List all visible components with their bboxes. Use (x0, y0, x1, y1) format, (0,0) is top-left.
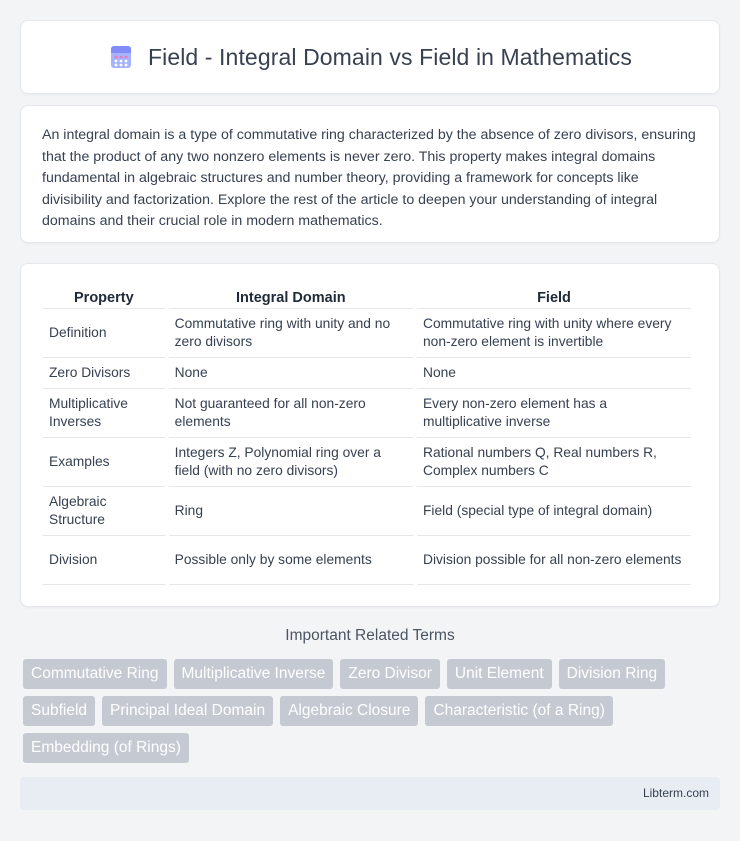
intro-text: An integral domain is a type of commutative ring characterized by the absence of zero divisors, ensuring that the product of any two nonzero elements is never zero. This property makes integral domains fundamental in algebraic structures and number theory, providing a framework for concepts like divisibility and factorization. Explore the rest of the article to deepen your understanding of integral domains and their crucial role in modern mathematics. (42, 127, 696, 229)
table-row (43, 438, 691, 487)
footer-site-link[interactable]: Libterm.com (642, 786, 709, 800)
footer (20, 777, 720, 810)
tag-division-ring[interactable]: Division Ring (559, 659, 665, 689)
related-terms-list (23, 659, 723, 763)
tag-algebraic-closure[interactable]: Algebraic Closure (280, 696, 418, 726)
table-cell: Definition (43, 309, 165, 358)
table-cell: Division possible for all non-zero elements (417, 536, 691, 585)
table-header-row (43, 283, 691, 309)
table-cell: Rational numbers Q, Real numbers R, Complex numbers C (417, 438, 691, 487)
table-cell: Multiplicative Inverses (43, 389, 165, 438)
calculator-icon (108, 44, 134, 70)
table-cell: Field (special type of integral domain) (417, 487, 691, 536)
tag-unit-element[interactable]: Unit Element (447, 659, 552, 689)
related-terms-title: Important Related Terms (285, 627, 455, 644)
table-cell: Examples (43, 438, 165, 487)
table-cell: Commutative ring with unity and no zero divisors (169, 309, 413, 358)
tag-embedding-of-rings[interactable]: Embedding (of Rings) (23, 733, 189, 763)
table-cell: Ring (169, 487, 413, 536)
tag-principal-ideal-domain[interactable]: Principal Ideal Domain (102, 696, 273, 726)
header-card (20, 20, 720, 94)
tag-zero-divisor[interactable]: Zero Divisor (340, 659, 440, 689)
column-header: Integral Domain (169, 283, 413, 309)
table-cell: Not guaranteed for all non-zero elements (169, 389, 413, 438)
table-cell: Division (43, 536, 165, 585)
comparison-table-card (20, 263, 720, 607)
tag-multiplicative-inverse[interactable]: Multiplicative Inverse (174, 659, 334, 689)
table-cell: Algebraic Structure (43, 487, 165, 536)
table-cell: None (169, 358, 413, 389)
table-row (43, 389, 691, 438)
table-row (43, 536, 691, 585)
table-cell: Zero Divisors (43, 358, 165, 389)
column-header: Property (43, 283, 165, 309)
table-row (43, 487, 691, 536)
table-cell: None (417, 358, 691, 389)
tag-subfield[interactable]: Subfield (23, 696, 95, 726)
intro-card (20, 105, 720, 243)
comparison-table (39, 283, 695, 585)
column-header: Field (417, 283, 691, 309)
table-cell: Every non-zero element has a multiplicative inverse (417, 389, 691, 438)
table-cell: Possible only by some elements (169, 536, 413, 585)
table-row (43, 309, 691, 358)
table-cell: Commutative ring with unity where every non-zero element is invertible (417, 309, 691, 358)
page-title: Field - Integral Domain vs Field in Mathematics (147, 43, 633, 70)
table-cell: Integers Z, Polynomial ring over a field (with no zero divisors) (169, 438, 413, 487)
tag-characteristic-of-a-ring[interactable]: Characteristic (of a Ring) (425, 696, 612, 726)
tag-commutative-ring[interactable]: Commutative Ring (23, 659, 167, 689)
table-row (43, 358, 691, 389)
